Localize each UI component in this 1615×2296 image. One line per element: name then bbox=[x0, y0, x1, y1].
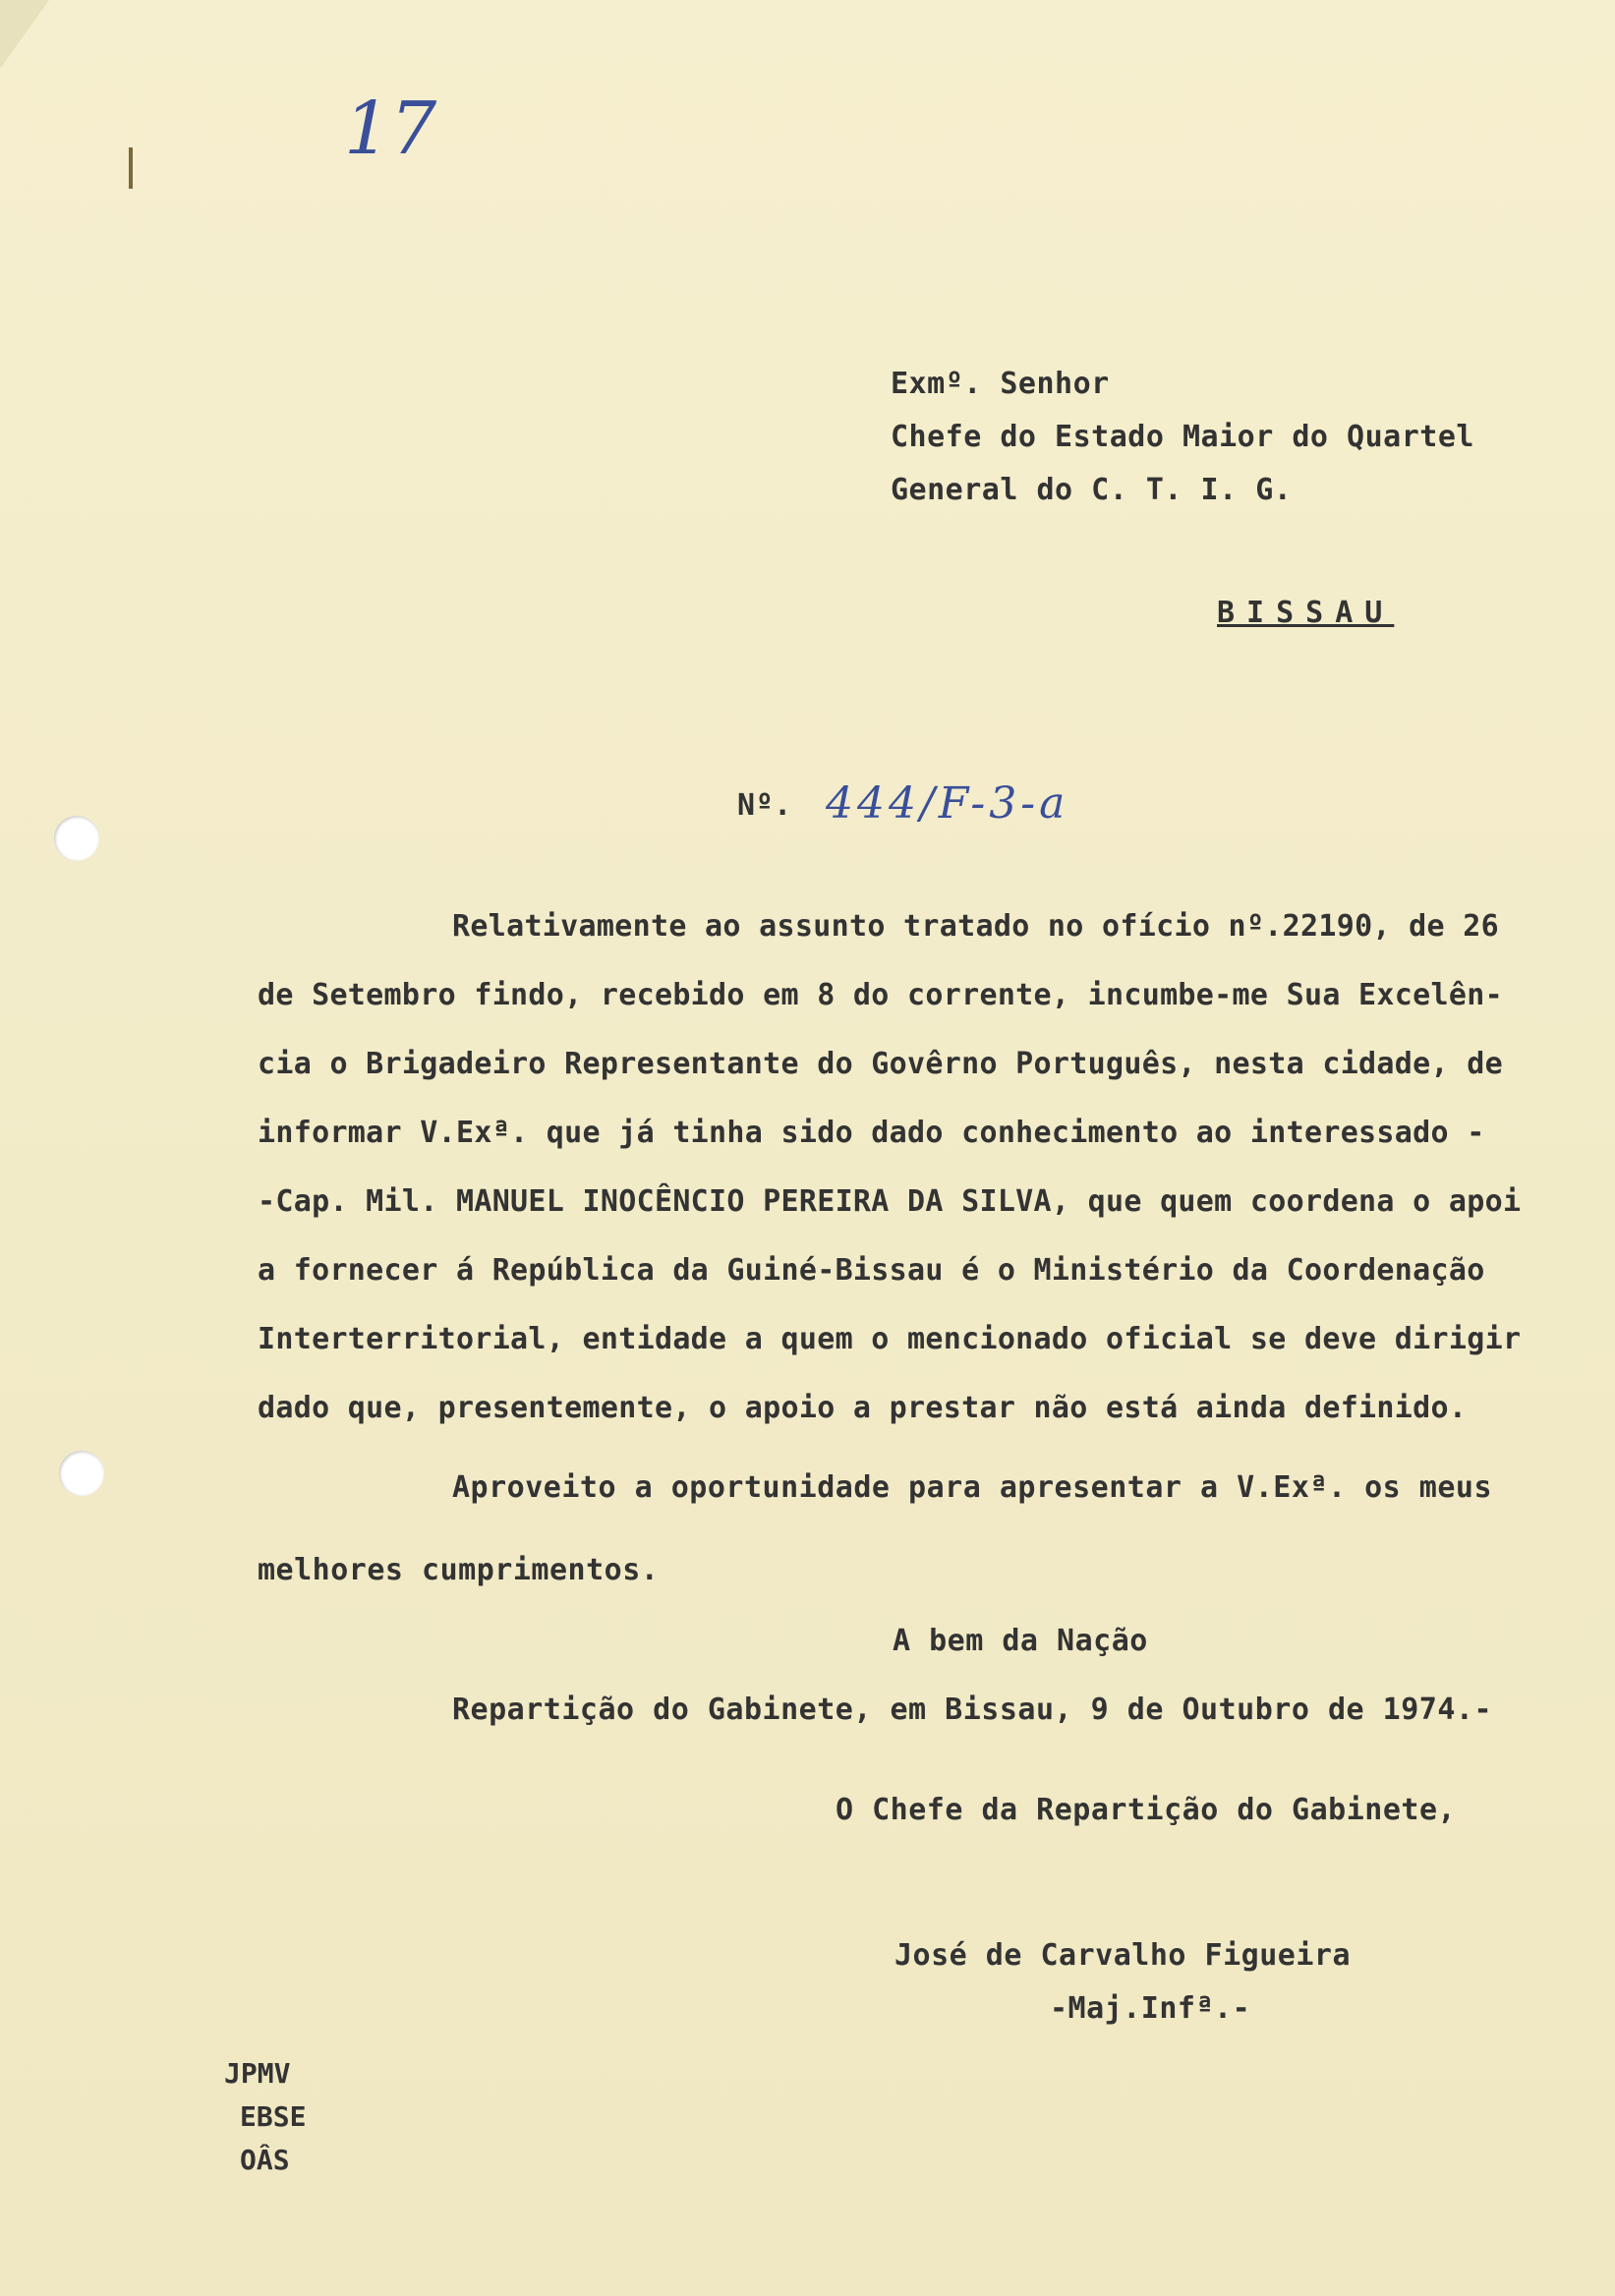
body-line: de Setembro findo, recebido em 8 do corrente, incumbe-me Sua Excelên- bbox=[258, 978, 1503, 1012]
place-date: Repartição do Gabinete, em Bissau, 9 de Outubro de 1974.- bbox=[452, 1693, 1493, 1727]
closing-line-2: melhores cumprimentos. bbox=[258, 1553, 660, 1587]
initials-line: EBSE bbox=[240, 2100, 307, 2133]
signer-title: O Chefe da Repartição do Gabinete, bbox=[836, 1793, 1457, 1827]
body-line: -Cap. Mil. MANUEL INOCÊNCIO PEREIRA DA SILVA, que quem coordena o apoi bbox=[258, 1184, 1522, 1219]
addressee-line-1: Exmº. Senhor bbox=[891, 367, 1110, 401]
body-line: cia o Brigadeiro Representante do Govêrno Português, nesta cidade, de bbox=[258, 1047, 1503, 1081]
punch-hole-top bbox=[54, 816, 99, 861]
body-paragraph bbox=[258, 892, 1604, 1443]
folded-corner bbox=[0, 0, 49, 69]
initials-line: OÂS bbox=[240, 2144, 290, 2176]
body-line: informar V.Exª. que já tinha sido dado conhecimento ao interessado - bbox=[258, 1116, 1485, 1150]
body-line: dado que, presentemente, o apoio a prestar não está ainda definido. bbox=[258, 1391, 1468, 1425]
signer-rank: -Maj.Infª.- bbox=[1050, 1991, 1251, 2026]
initials-line: JPMV bbox=[224, 2057, 291, 2090]
body-line: Relativamente ao assunto tratado no ofício nº.22190, de 26 bbox=[452, 909, 1499, 944]
reference-number: 444/F-3-a bbox=[826, 778, 1069, 829]
signer-name: José de Carvalho Figueira bbox=[894, 1938, 1352, 1973]
addressee-line-2: Chefe do Estado Maior do Quartel bbox=[891, 420, 1474, 454]
body-line: Interterritorial, entidade a quem o mencionado oficial se deve dirigir bbox=[258, 1322, 1522, 1356]
addressee-city: BISSAU bbox=[1217, 596, 1395, 630]
salutation: A bem da Nação bbox=[893, 1624, 1148, 1658]
folio-number: 17 bbox=[344, 86, 437, 171]
body-line: a fornecer á República da Guiné-Bissau é o Ministério da Coordenação bbox=[258, 1253, 1485, 1288]
addressee-line-3: General do C. T. I. G. bbox=[891, 473, 1293, 507]
binding-mark bbox=[129, 147, 133, 189]
closing-line-1: Aproveito a oportunidade para apresentar a V.Exª. os meus bbox=[452, 1470, 1493, 1505]
punch-hole-bottom bbox=[59, 1451, 104, 1496]
reference-prefix: Nº. bbox=[737, 788, 792, 823]
initials-block bbox=[224, 2052, 306, 2182]
